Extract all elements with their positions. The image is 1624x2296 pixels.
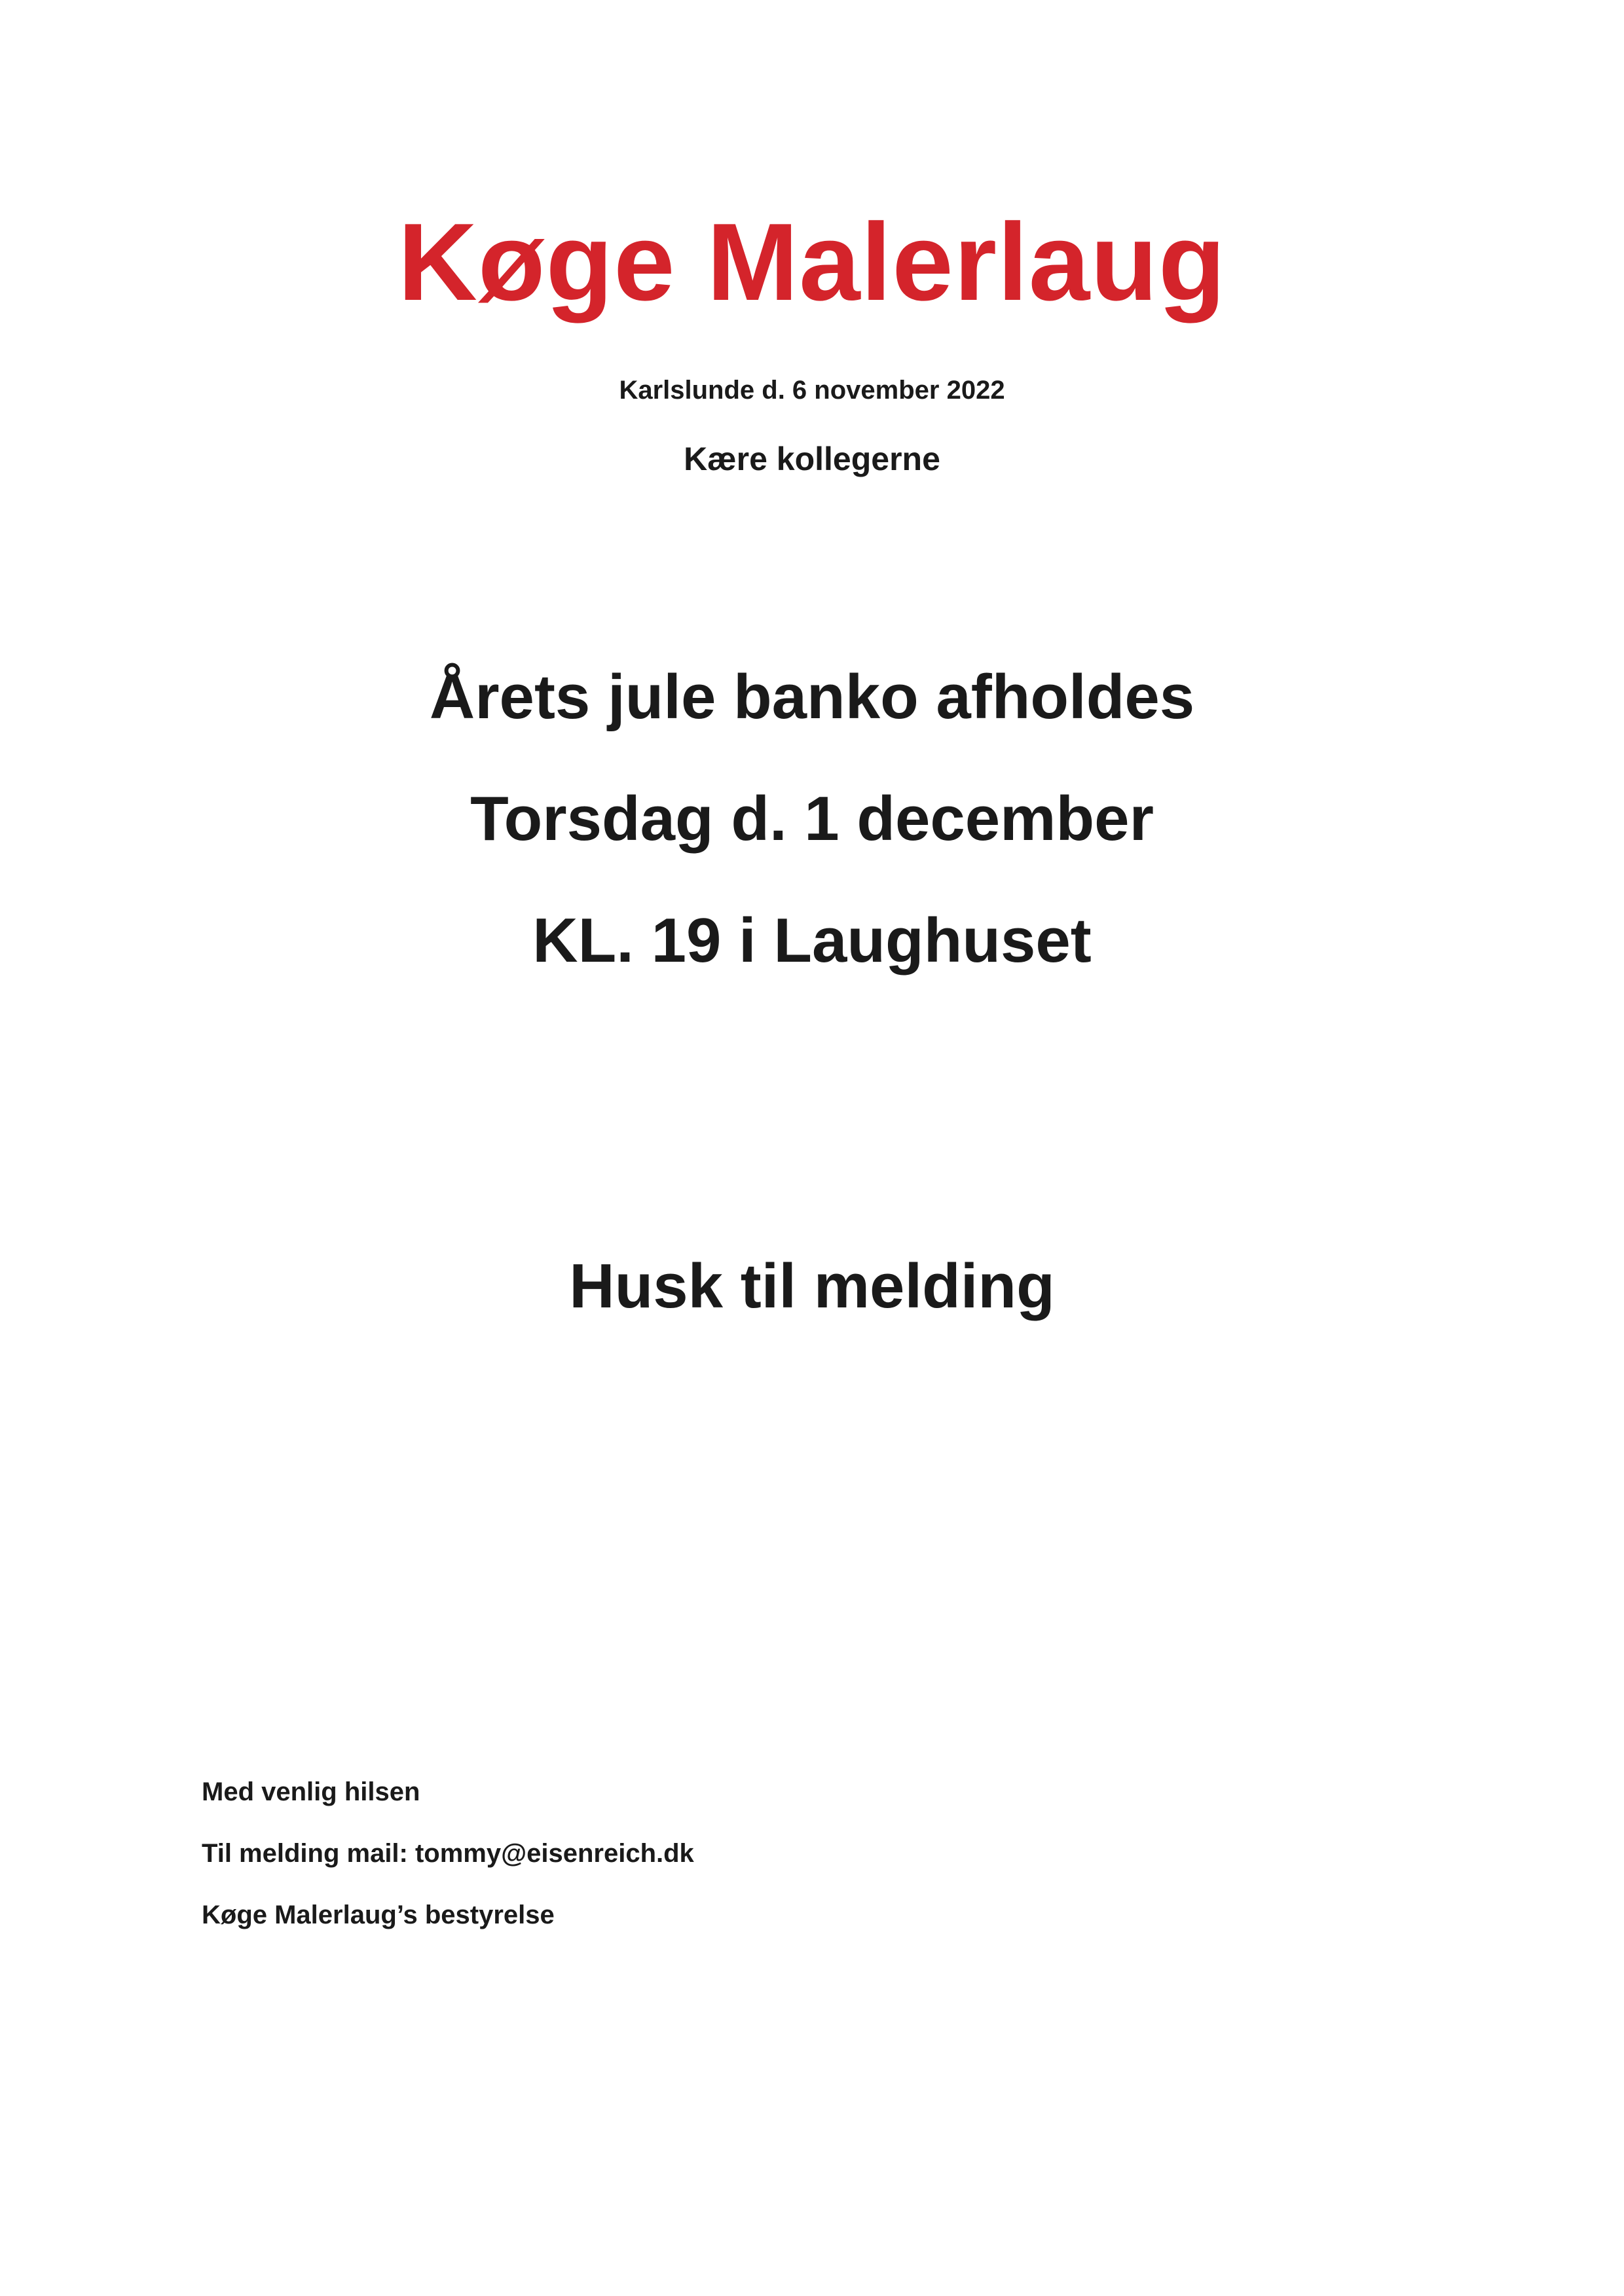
closing-salutation: Med venlig hilsen <box>202 1777 420 1806</box>
announcement-line: Årets jule banko afholdes <box>429 662 1195 732</box>
org-title: Køge Malerlaug <box>397 200 1227 323</box>
announcement-block <box>0 636 1624 1002</box>
closing-block <box>202 1761 694 1946</box>
greeting: Kære kollegerne <box>684 441 940 477</box>
announcement-line: KL. 19 i Laughuset <box>532 905 1092 975</box>
reminder: Husk til melding <box>569 1251 1055 1321</box>
closing-signature: Køge Malerlaug’s bestyrelse <box>202 1901 555 1929</box>
announcement-line: Torsdag d. 1 december <box>470 784 1154 854</box>
closing-contact-mail: Til melding mail: tommy@eisenreich.dk <box>202 1839 694 1868</box>
date-line: Karlslunde d. 6 november 2022 <box>619 376 1005 405</box>
